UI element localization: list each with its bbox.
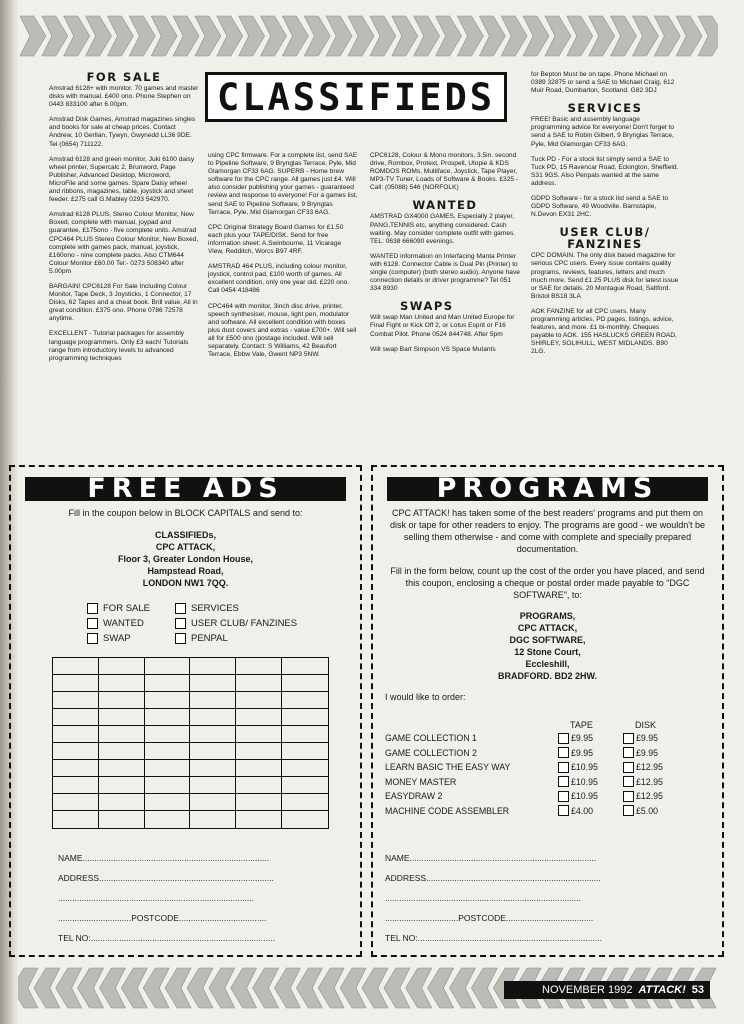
grid-cell[interactable] — [190, 743, 236, 760]
checkbox-box[interactable] — [175, 618, 186, 629]
program-name: GAME COLLECTION 2 — [385, 747, 477, 758]
tape-option[interactable]: £10.95 — [558, 775, 598, 789]
grid-cell[interactable] — [99, 726, 145, 743]
checkbox-box[interactable] — [87, 633, 98, 644]
order-row — [385, 789, 685, 803]
order-row — [385, 746, 685, 760]
grid-cell[interactable] — [145, 794, 191, 811]
grid-cell[interactable] — [282, 760, 328, 777]
order-row — [385, 760, 685, 774]
tape-column-header: TAPE — [570, 720, 593, 730]
grid-cell[interactable] — [145, 709, 191, 726]
grid-cell[interactable] — [282, 794, 328, 811]
grid-cell[interactable] — [145, 726, 191, 743]
checkbox-user-club[interactable]: USER CLUB/ FANZINES — [175, 616, 297, 631]
ad-text: AMSTRAD 464 PLUS, including colour monitor, joystick, control pad, £100 worth of games. All excellent condition, only one year old. £220 ono. Call 0454 418486 — [208, 263, 350, 295]
page-title: CLASSIFIEDS — [216, 75, 496, 119]
order-row — [385, 775, 685, 789]
issue-date: NOVEMBER 1992 — [542, 984, 633, 996]
programs-coupon — [371, 465, 724, 957]
grid-cell[interactable] — [282, 692, 328, 709]
ad-text: for Bepton Must be on tape. Phone Michael on 0389 32875 or send a SAE to Michael Craig, 612 Muir Road, Dumbarton, Scotland. G82 3DJ — [531, 71, 675, 95]
grid-cell[interactable] — [236, 743, 282, 760]
address-field[interactable]: ADDRESS.......................................................................... — [385, 873, 601, 883]
grid-cell[interactable] — [99, 760, 145, 777]
checkbox-box[interactable] — [558, 733, 569, 744]
ad-text: Amstrad 6128+ with monitor. 70 games and master disks with manual. £400 ono. Phone Stephen on 0443 833100 after 6.00pm. — [49, 85, 199, 109]
checkbox-box[interactable] — [175, 633, 186, 644]
address-line-2[interactable]: ................................................................................... — [58, 893, 255, 903]
grid-cell[interactable] — [190, 675, 236, 692]
order-row — [385, 804, 685, 818]
column-2 — [208, 152, 358, 366]
disk-option[interactable]: £12.95 — [623, 775, 663, 789]
page-number: 53 — [691, 984, 704, 996]
ad-text: AOK FANZINE for all CPC users. Many programming articles, PD pages, listings, advice, features, and more. £1 bi-monthly. Cheques payable to AOK. 155 HASLUCKS GREEN ROAD, SHIRLEY, SOLIHULL, WEST MIDLANDS. B90 2LG. — [531, 307, 677, 356]
checkbox-box[interactable] — [558, 776, 569, 787]
order-row — [385, 731, 685, 745]
top-arrow-border — [18, 10, 718, 62]
name-field[interactable]: NAME............................................................................... — [385, 853, 597, 863]
checkbox-box[interactable] — [87, 618, 98, 629]
grid-cell[interactable] — [236, 777, 282, 794]
postcode-field[interactable]: ...............................POSTCODE..................................... — [385, 913, 594, 923]
checkbox-box[interactable] — [623, 733, 634, 744]
grid-cell[interactable] — [236, 675, 282, 692]
grid-cell[interactable] — [236, 794, 282, 811]
ad-text: EXCELLENT - Tutorial packages for assembly language programmers. Only £3 each! Tutorials range from introductory levels to advanced programming techniques — [49, 330, 189, 362]
arrow-chevron — [20, 16, 46, 56]
ad-text: CPC DOMAIN. The only disk based magazine for serious CPC users. Every issue contains quality programs, reviews, features, letters and much much more. Send £1.25 PLUS disk for latest issue or SAE for details. 20 Montague Road, Saltford. Bristol BS18 3LA — [531, 252, 679, 300]
page-footer — [504, 981, 710, 999]
heading-fanzines: FANZINES — [567, 237, 643, 252]
grid-cell[interactable] — [99, 743, 145, 760]
free-ads-instruction: Fill in the coupon below in BLOCK CAPITALS and send to: — [68, 508, 303, 518]
programs-instructions: Fill in the form below, count up the cost of the order you have placed, and send this coupon, enclosing a cheque or postal order made payable to "DGC SOFTWARE", to: — [390, 566, 705, 600]
ad-text: using CPC firmware. For a complete list, send SAE to Pipeline Software, 9 Brynglas Terrace, Pyle, Mid Glamorgan CF33 6AG. SUPERB - Home brew software for the CPC range. All games just £4. Will also consider publishing your games - guaranteed review and response to everyone! For a games list, send SAE to Pipeline Software, 9 Brynglas Terrace, Pyle, Mid Glamorgan CF33 6AG. — [208, 152, 358, 216]
disk-option[interactable]: £12.95 — [623, 789, 663, 803]
page-title-box — [205, 72, 507, 122]
grid-cell[interactable] — [99, 777, 145, 794]
tape-option[interactable]: £9.95 — [558, 746, 593, 760]
grid-cell[interactable] — [145, 811, 191, 828]
grid-cell[interactable] — [190, 777, 236, 794]
disk-option[interactable]: £12.95 — [623, 760, 663, 774]
free-ads-coupon — [9, 465, 362, 957]
grid-cell[interactable] — [236, 709, 282, 726]
ad-text: Amstrad 6128 and green monitor, Juki 6100 daisy wheel printer, Supercalc 2, Brunword, Page Publisher, Advanced Desktop, Microword, MicroFile and some games. Spare Daisy wheel and ribbons, magazines, table, joystick and sheet feeder. £275 call G.Mabley 0293 542970. — [49, 155, 195, 204]
program-name: LEARN BASIC THE EASY WAY — [385, 762, 511, 772]
ad-text: CPC464 with monitor, 3inch disc drive, printer, speech synthesiser, mouse, light pen, modulator and software. All excellent condition with boxes plus dust covers and extras - value £700+. Will sell all for £500 ono (postage included. Will sell separately. Contact: S Williams, 42 Beaufort Terrace, Ebbw Vale, Gwent NP3 5NW. — [208, 302, 357, 359]
program-name: EASYDRAW 2 — [385, 791, 443, 801]
postcode-field[interactable]: ...............................POSTCODE..................................... — [58, 913, 267, 923]
grid-cell[interactable] — [190, 658, 236, 675]
name-field[interactable]: NAME............................................................................... — [58, 853, 270, 863]
column-for-sale — [49, 71, 199, 370]
checkbox-box[interactable] — [623, 762, 634, 773]
tape-option[interactable]: £10.95 — [558, 789, 598, 803]
ad-text: FREE! Basic and assembly language programming advice for everyone! Don't forget to send a SAE to Robin Gilbert, 9 Brynglas Terrace, Pyle, Mid Glamorgan CF33 6AG. — [531, 116, 675, 148]
checkbox-box[interactable] — [558, 747, 569, 758]
checkbox-box[interactable] — [623, 747, 634, 758]
checkbox-box[interactable] — [623, 791, 634, 802]
grid-cell[interactable] — [53, 811, 99, 828]
programs-heading: PROGRAMS — [387, 477, 708, 501]
ad-text: Amstrad 6128 PLUS, Stereo Colour Monitor, New Boxed, complete with manual, joypad and guarantee, £175ono - five complete units. Amstrad CPC464 PLUS Stereo Colour Monitor, New Boxed, complete with games pack, manual, joystick, £160ono - nine complete packs. Also CTM644 Colour Monitor £60.00 Tel:- 0273 508340 after 5.00pm — [49, 211, 199, 275]
grid-cell[interactable] — [236, 811, 282, 828]
ad-text: WANTED information on Interfacing Manta Printer with 6128. Connector Cable is Dual Pin (Printer) to single (computer) (both stereo audio). Anyone have connection details or driver programme? Tel 051 334 8930 — [370, 252, 520, 293]
heading-for-sale: FOR SALE — [86, 70, 162, 84]
checkbox-box[interactable] — [175, 603, 186, 614]
heading-user-club: USER CLUB/ — [559, 225, 651, 240]
grid-cell[interactable] — [190, 760, 236, 777]
address-line-2[interactable]: ................................................................................... — [385, 893, 582, 903]
programs-intro: CPC ATTACK! has taken some of the best readers' programs and put them on disk or tape for other readers to enjoy. The programs are good - we wouldn't be selling them otherwise - and come with complete and specially prepared documentation. — [389, 508, 706, 554]
grid-cell[interactable] — [190, 692, 236, 709]
grid-cell[interactable] — [145, 760, 191, 777]
checkbox-box[interactable] — [623, 776, 634, 787]
checkbox-box[interactable] — [87, 603, 98, 614]
grid-cell[interactable] — [282, 709, 328, 726]
ad-text: AMSTRAD GX4000 GAMES, Especially 2 player, PANG,TENNIS etc, anything considered. Cash waiting. May consider complete outfit with games. TEL: 0638 666090 evenings. — [370, 213, 516, 245]
grid-cell[interactable] — [53, 794, 99, 811]
checkbox-penpal[interactable]: PENPAL — [175, 631, 228, 646]
grid-cell[interactable] — [53, 675, 99, 692]
program-name: GAME COLLECTION 1 — [385, 733, 477, 743]
tape-option[interactable]: £4.00 — [558, 804, 593, 818]
disk-option[interactable]: £9.95 — [623, 746, 658, 760]
disk-option[interactable]: £5.00 — [623, 804, 658, 818]
ad-text: Tuck PD - For a stock list simply send a SAE to Tuck PD, 15 Ravencar Road, Eckington, Sheffield. S31 9GS. Also Penpals wanted at the same address. — [531, 155, 679, 187]
tel-field[interactable]: TEL NO:.............................................................................. — [58, 933, 275, 943]
grid-cell[interactable] — [145, 692, 191, 709]
ad-text-grid[interactable] — [52, 657, 329, 829]
column-4 — [531, 71, 679, 363]
grid-cell[interactable] — [145, 743, 191, 760]
checkbox-swap[interactable]: SWAP — [87, 631, 131, 646]
grid-cell[interactable] — [236, 760, 282, 777]
ad-text: Will swap Man United and Man United Europe for Final Fight or Kick Off 2, or Lotus Esprit or F16 Combat Pilot. Phone 0524 844748. After 5pm — [370, 314, 515, 338]
grid-cell[interactable] — [282, 743, 328, 760]
tape-option[interactable]: £9.95 — [558, 731, 593, 745]
grid-cell[interactable] — [99, 658, 145, 675]
grid-cell[interactable] — [53, 726, 99, 743]
magazine-name: ATTACK! — [638, 984, 686, 996]
grid-cell[interactable] — [282, 726, 328, 743]
grid-cell[interactable] — [282, 777, 328, 794]
tel-field[interactable]: TEL NO:.............................................................................. — [385, 933, 602, 943]
disk-column-header: DISK — [635, 720, 657, 730]
grid-cell[interactable] — [145, 777, 191, 794]
grid-cell[interactable] — [282, 658, 328, 675]
arrow-pattern — [18, 10, 718, 62]
tape-option[interactable]: £10.95 — [558, 760, 598, 774]
checkbox-wanted[interactable]: WANTED — [87, 616, 144, 631]
free-ads-heading: FREE ADS — [25, 477, 346, 501]
grid-cell[interactable] — [99, 692, 145, 709]
grid-cell[interactable] — [53, 692, 99, 709]
grid-cell[interactable] — [99, 811, 145, 828]
column-3 — [370, 152, 520, 361]
grid-cell[interactable] — [99, 709, 145, 726]
program-name: MONEY MASTER — [385, 776, 457, 787]
grid-cell[interactable] — [99, 675, 145, 692]
grid-cell[interactable] — [53, 658, 99, 675]
ad-text: GDPD Software - for a stock list send a SAE to GDPD Software, 49 Woodville. Barnstaple, N.Devon EX31 2HC. — [531, 195, 669, 219]
grid-cell[interactable] — [236, 726, 282, 743]
grid-cell[interactable] — [53, 760, 99, 777]
ad-text: BARGAIN! CPC6128 For Sale Including Colour Monitor, Tape Deck, 3 Joysticks, 1 Connector, 17 Disks, 62 Tapes and a cheat book. Brill value, All in great condition. £375 ono. Phone 0786 72578 anytime. — [49, 282, 198, 323]
grid-cell[interactable] — [145, 675, 191, 692]
checkbox-box[interactable] — [623, 805, 634, 816]
heading-services: SERVICES — [567, 101, 643, 116]
programs-address: PROGRAMS, CPC ATTACK, DGC SOFTWARE, 12 Stone Court, Eccleshill, BRADFORD. BD2 2HW. — [497, 611, 597, 681]
checkbox-box[interactable] — [558, 762, 569, 773]
grid-cell[interactable] — [190, 709, 236, 726]
grid-cell[interactable] — [99, 794, 145, 811]
checkbox-services[interactable]: SERVICES — [175, 601, 239, 616]
grid-cell[interactable] — [190, 811, 236, 828]
grid-cell[interactable] — [53, 777, 99, 794]
grid-cell[interactable] — [236, 658, 282, 675]
checkbox-box[interactable] — [558, 791, 569, 802]
order-prompt: I would like to order: — [385, 692, 466, 702]
ad-text: CPC Original Strategy Board Games for £1.50 each plus your TAPE/DISK. Send for free information sheet: A.Swinbourne, 11 Vicarage View, Redditch, Worcs B97 4RF. — [208, 223, 344, 256]
grid-cell[interactable] — [190, 794, 236, 811]
grid-cell[interactable] — [145, 658, 191, 675]
address-field[interactable]: ADDRESS.......................................................................... — [58, 873, 274, 883]
grid-cell[interactable] — [236, 692, 282, 709]
grid-cell[interactable] — [53, 709, 99, 726]
disk-option[interactable]: £9.95 — [623, 731, 658, 745]
grid-cell[interactable] — [282, 675, 328, 692]
heading-swaps: SWAPS — [400, 299, 454, 314]
checkbox-box[interactable] — [558, 805, 569, 816]
ad-text: CPC6128, Colour & Mono monitors, 3.5in. second drive, Rombox, Protext, Prospell, Utopie & KDS ROMDOS ROMs, Multiface, Joystick, Tape Player, MP3-TV Tuner, Loads of Software & Books. £325 - Call: (05088) 546 (NORFOLK) — [370, 152, 519, 192]
grid-cell[interactable] — [190, 726, 236, 743]
heading-wanted: WANTED — [412, 198, 478, 213]
grid-cell[interactable] — [53, 743, 99, 760]
ad-text: Amstrad Disk Games, Amstrad magazines singles and books for sale at cheap prices. Contact Andrew, 10 Gerllan, Tywyn, Gwynedd LL36 9DE. Tel (0654) 711122. — [49, 116, 196, 148]
ad-text: Will swap Bart Simpson VS Space Mutants — [370, 345, 496, 353]
free-ads-address: CLASSIFIEDs, CPC ATTACK, Floor 3, Greater London House, Hampstead Road, LONDON NW1 7QQ. — [117, 530, 253, 588]
program-name: MACHINE CODE ASSEMBLER — [385, 805, 510, 816]
grid-cell[interactable] — [282, 811, 328, 828]
checkbox-for-sale[interactable]: FOR SALE — [87, 601, 150, 616]
